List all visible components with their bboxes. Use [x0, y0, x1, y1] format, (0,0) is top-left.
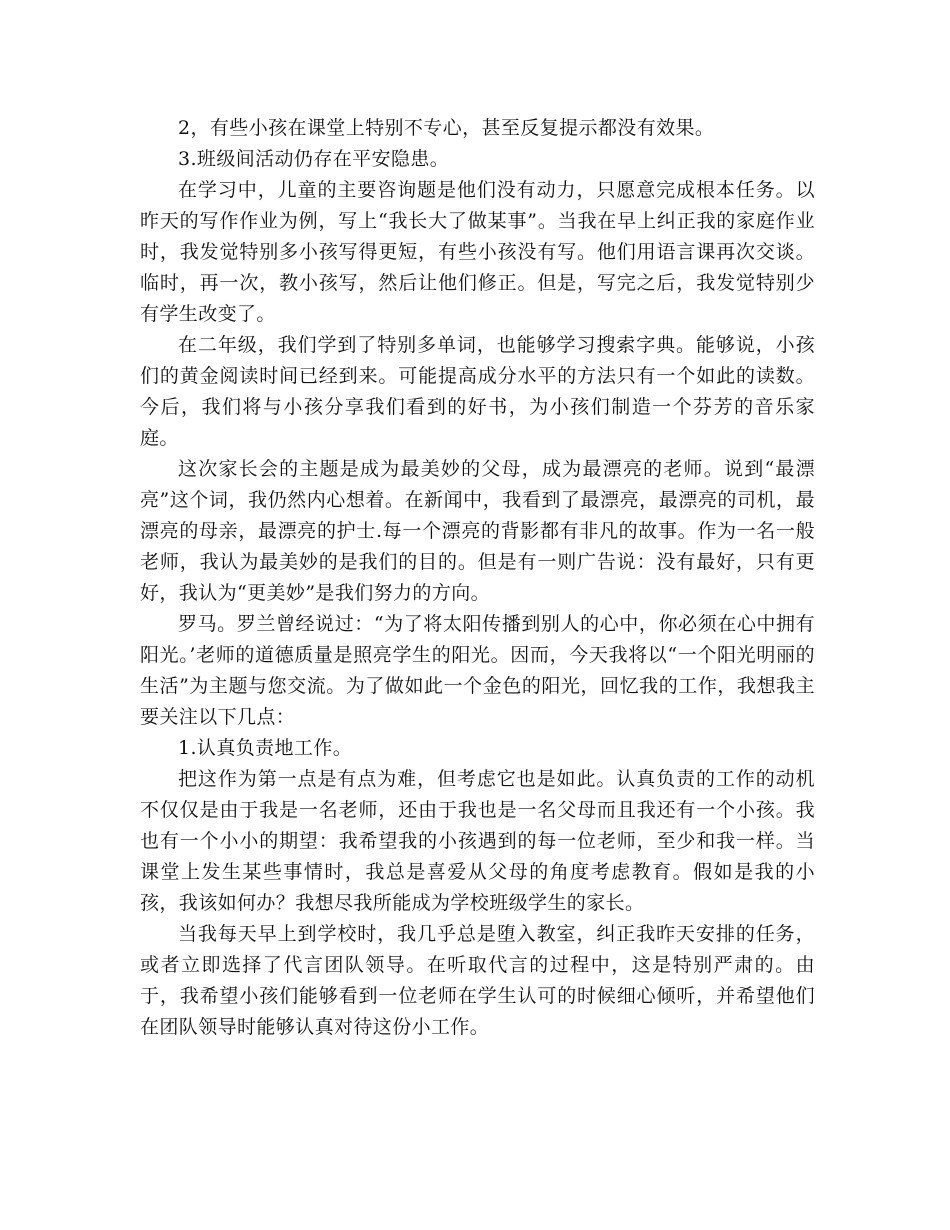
- paragraph: 在学习中，儿童的主要咨询题是他们没有动力，只愿意完成根本任务。以昨天的写作作业为例，写上“我长大了做某事”。当我在早上纠正我的家庭作业时，我发觉特别多小孩写得更短，有些小孩没有写。他们用语言课再次交谈。临时，再一次，教小孩写，然后让他们修正。但是，写完之后，我发觉特别少有学生改变了。: [140, 179, 815, 325]
- paragraph: 3.班级间活动仍存在平安隐患。: [178, 148, 450, 170]
- paragraph: 罗马。罗兰曾经说过：“为了将太阳传播到别人的心中，你必须在心中拥有阳光。’老师的道德质量是照亮学生的阳光。因而，今天我将以“一个阳光明丽的生活”为主题与您交流。为了做如此一个金色的阳光，回忆我的工作，我想我主要关注以下几点：: [140, 613, 815, 728]
- paragraph: 当我每天早上到学校时，我几乎总是堕入教室，纠正我昨天安排的任务，或者立即选择了代言团队领导。在听取代言的过程中，这是特别严肃的。由于，我希望小孩们能够看到一位老师在学生认可的时候细心倾听，并希望他们在团队领导时能够认真对待这份小工作。: [140, 923, 815, 1038]
- paragraph: 1.认真负责地工作。: [178, 737, 353, 759]
- paragraph: 这次家长会的主题是成为最美妙的父母，成为最漂亮的老师。说到“最漂亮”这个词，我仍然内心想着。在新闻中，我看到了最漂亮，最漂亮的司机，最漂亮的母亲，最漂亮的护士.每一个漂亮的背影都有非凡的故事。作为一名一般老师，我认为最美妙的是我们的目的。但是有一则广告说：没有最好，只有更好，我认为“更美妙”是我们努力的方向。: [140, 458, 815, 604]
- paragraph: 在二年级，我们学到了特别多单词，也能够学习搜索字典。能够说，小孩们的黄金阅读时间已经到来。可能提高成分水平的方法只有一个如此的读数。今后，我们将与小孩分享我们看到的好书，为小孩们制造一个芬芳的音乐家庭。: [140, 334, 815, 449]
- paragraph: 把这作为第一点是有点为难，但考虑它也是如此。认真负责的工作的动机不仅仅是由于我是一名老师，还由于我也是一名父母而且我还有一个小孩。我也有一个小小的期望：我希望我的小孩遇到的每一位老师，至少和我一样。当课堂上发生某些事情时，我总是喜爱从父母的角度考虑教育。假如是我的小孩，我该如何办？我想尽我所能成为学校班级学生的家长。: [140, 768, 815, 914]
- paragraph: 2，有些小孩在课堂上特别不专心，甚至反复提示都没有效果。: [178, 117, 715, 139]
- document-body: [140, 113, 815, 1043]
